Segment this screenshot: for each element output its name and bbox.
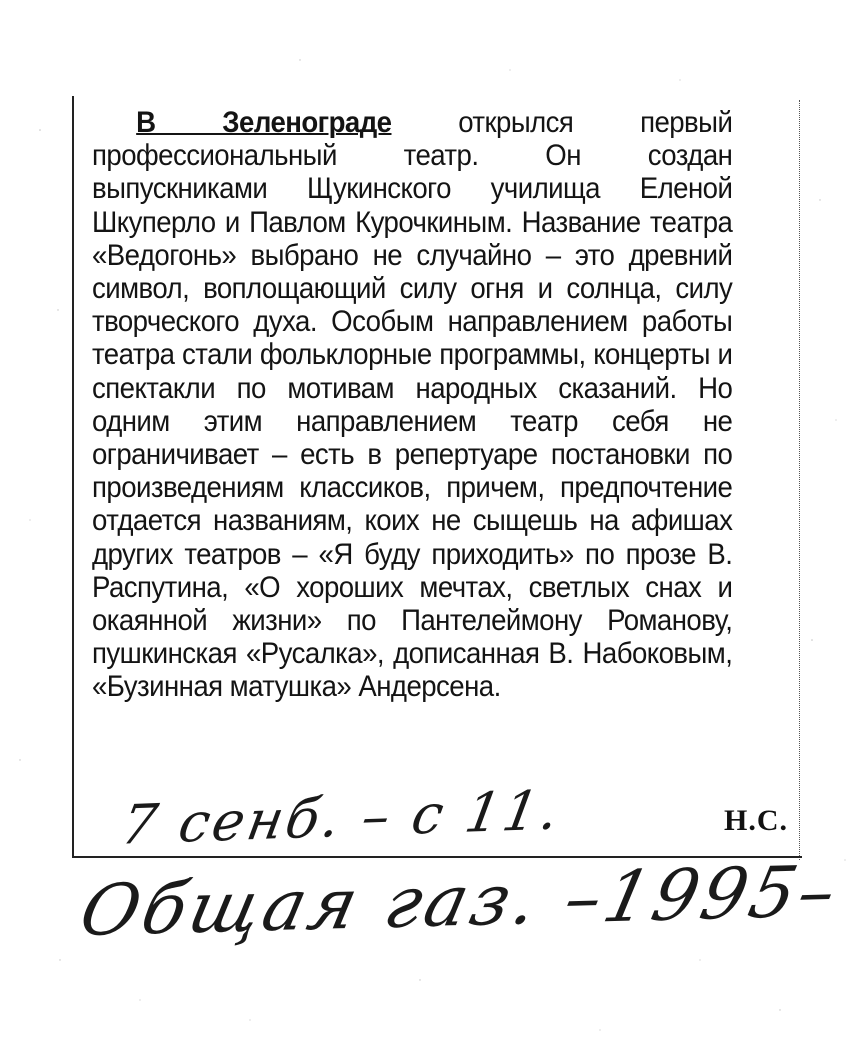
handwritten-date-note: 7 сенб. – с 11. [116,778,567,857]
author-initials: Н.С. [724,804,788,837]
newspaper-clipping [72,96,802,858]
article-body: открылся первый профессиональный театр. Он создан выпускниками Щукинского училища Еленой Шкуперло и Павлом Курочкиным. Название театра «Ведогонь» выбрано не случайно – это древний символ, воплощающий силу огня и солнца, силу творческого духа. Особым направлением работы театра стали фольклорные программы, концерты и спектакли по мотивам народных сказаний. Но одним этим направлением театр себя не ограничивает – есть в репертуаре постановки по произведениям классиков, причем, предпочтение отдается названиям, коих не сыщешь на афишах других театров – «Я буду приходить» по прозе В. Распутина, «О хороших мечтах, светлых снах и окаянной жизни» по Пантелеймону Романову, пушкинская «Русалка», дописанная В. Набоковым, «Бузинная матушка» Андерсена. [92,106,733,704]
article-lead: В Зеленограде [136,106,392,139]
handwritten-source-note: Общая газ. –1995– [72,849,848,953]
article-paragraph [92,106,732,704]
